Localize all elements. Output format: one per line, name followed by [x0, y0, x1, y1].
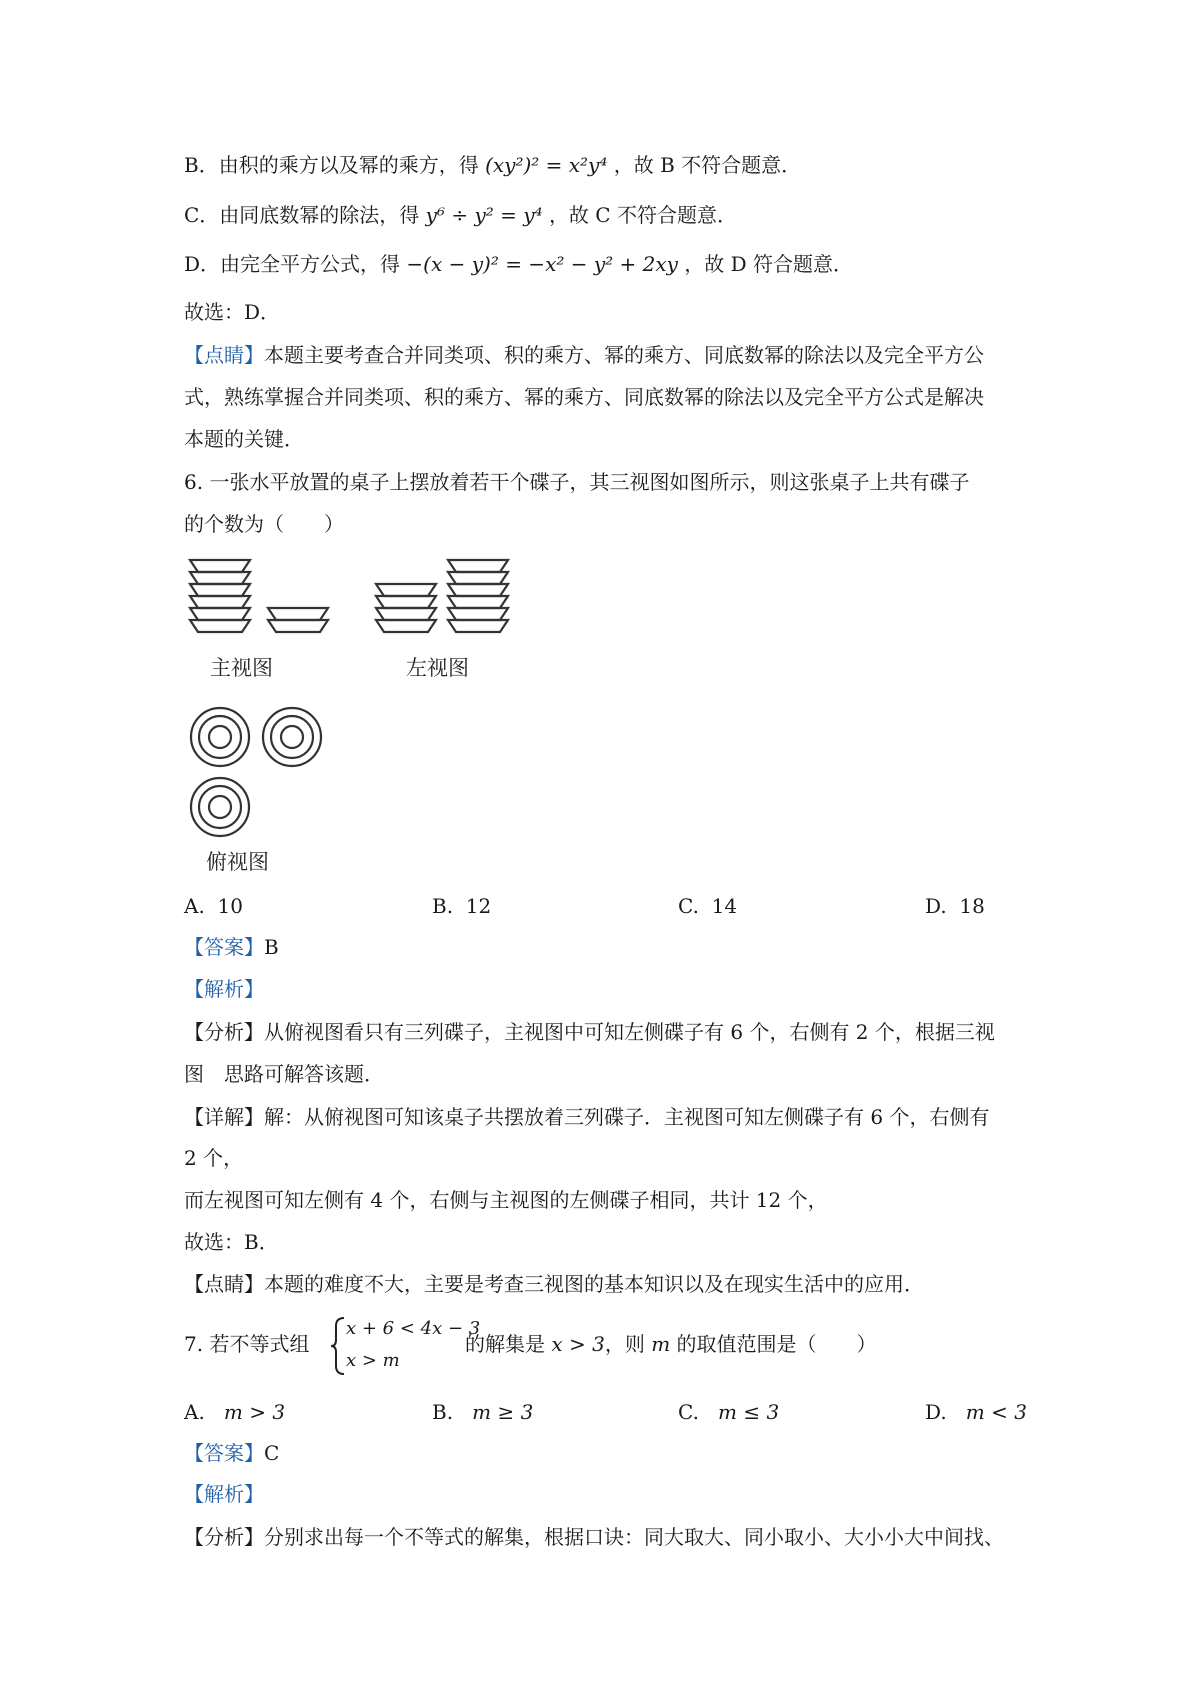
q6-option-a: [184, 893, 243, 919]
option-label: A.: [184, 1400, 205, 1424]
text: 本题的难度不大，主要是考查三视图的基本知识以及在现实生活中的应用．: [264, 1272, 924, 1296]
option-label: B.: [432, 894, 454, 918]
option-label: C.: [678, 894, 699, 918]
q7-option-a: [184, 1399, 285, 1425]
text: C．由同底数幂的除法，得: [184, 203, 420, 227]
text: B．由积的乘方以及幂的乘方，得: [184, 153, 479, 177]
caption-left-view: 左视图: [406, 656, 469, 680]
math-variable: m: [651, 1332, 671, 1356]
text: 解：从俯视图可知该桌子共摆放着三列碟子．主视图可知左侧碟子有 6 个，右侧有: [264, 1105, 990, 1129]
text: ，故 D 符合题意．: [684, 252, 854, 276]
option-value: m ≥ 3: [472, 1400, 534, 1424]
math-expression: (xy²)² = x²y⁴: [485, 153, 608, 177]
line-b-explain: [184, 152, 801, 178]
question-6-line-2: 的个数为（ ）: [184, 512, 344, 536]
option-value: 10: [217, 894, 243, 918]
tag-fenxi: 【分析】: [184, 1020, 264, 1044]
question-6-line-1: 6. 一张水平放置的桌子上摆放着若干个碟子，其三视图如图所示，则这张桌子上共有碟子: [184, 470, 970, 494]
front-view-right-stack: [268, 608, 328, 632]
tag-fenxi: 【分析】: [184, 1525, 264, 1549]
tag-dianjing: 【点睛】: [184, 1272, 264, 1296]
option-value: m > 3: [223, 1400, 286, 1424]
tag-xiangjie: 【详解】: [184, 1105, 264, 1129]
question-7-prefix: 7. 若不等式组: [184, 1332, 310, 1356]
text: 从俯视图看只有三列碟子，主视图中可知左侧碟子有 6 个，右侧有 2 个，根据三视: [264, 1020, 995, 1044]
inequality-system: [330, 1316, 481, 1376]
q6-option-b: [432, 893, 491, 919]
caption-front-view: 主视图: [210, 656, 273, 680]
answer-6: [184, 934, 279, 960]
text: B: [264, 935, 279, 959]
tag-dianjing: 【点睛】: [184, 343, 264, 367]
line-dianjing-3: 本题的关键．: [184, 427, 304, 451]
fenxi-6-line-1: [184, 1019, 995, 1045]
math-expression: −(x − y)² = −x² − y² + 2xy: [406, 252, 678, 276]
dianjing-6: [184, 1271, 924, 1297]
three-views-figure: [180, 550, 540, 880]
math-expression: x > 3: [551, 1332, 605, 1356]
inequality-1: x + 6 < 4x − 3: [346, 1318, 481, 1339]
line-choice-d: 故选：D．: [184, 300, 281, 324]
text: ，则: [604, 1332, 645, 1356]
text: 本题主要考查合并同类项、积的乘方、幂的乘方、同底数幂的除法以及完全平方公: [264, 343, 984, 367]
option-label: C.: [678, 1400, 699, 1424]
xiangjie-6-line-1: [184, 1104, 989, 1130]
fenxi-7: [184, 1524, 1004, 1550]
text: 分别求出每一个不等式的解集，根据口诀：同大取大、同小取小、大小小大中间找、: [264, 1525, 1004, 1549]
option-value: 18: [959, 894, 985, 918]
q7-option-d: [925, 1399, 1027, 1425]
fenxi-6-line-2: 图 思路可解答该题．: [184, 1062, 384, 1086]
inequality-2: x > m: [346, 1350, 400, 1371]
line-dianjing-1: [184, 342, 984, 368]
text: 的取值范围是（ ）: [676, 1332, 877, 1356]
option-label: A.: [184, 894, 205, 918]
line-c-explain: [184, 202, 737, 228]
q6-option-c: [678, 893, 737, 919]
tag-jiexi: 【解析】: [184, 1482, 264, 1506]
xiangjie-6-line-2: 2 个，: [184, 1146, 244, 1170]
jiexi-7: [184, 1481, 264, 1507]
q7-option-c: [678, 1399, 779, 1425]
line-d-explain: [184, 251, 853, 277]
text: D．由完全平方公式，得: [184, 252, 401, 276]
caption-top-view: 俯视图: [206, 850, 269, 874]
option-value: m ≤ 3: [718, 1400, 780, 1424]
q6-option-d: [925, 893, 985, 919]
xiangjie-6-line-3: 而左视图可知左侧有 4 个，右侧与主视图的左侧碟子相同，共计 12 个，: [184, 1188, 828, 1212]
text: C: [264, 1441, 280, 1465]
left-view-left-stack: [376, 584, 436, 632]
tag-answer: 【答案】: [184, 935, 264, 959]
left-view-right-stack: [448, 560, 508, 632]
option-label: D.: [925, 1400, 947, 1424]
option-label: B.: [432, 1400, 454, 1424]
answer-7: [184, 1440, 279, 1466]
text: 的解集是: [465, 1332, 545, 1356]
text: ，故 B 不符合题意．: [613, 153, 802, 177]
q7-option-b: [432, 1399, 533, 1425]
option-value: 14: [711, 894, 738, 918]
top-view-circles: [191, 708, 321, 836]
tag-answer: 【答案】: [184, 1441, 264, 1465]
front-view-left-stack: [190, 560, 250, 632]
math-expression: y⁶ ÷ y² = y⁴: [425, 203, 543, 227]
tag-jiexi: 【解析】: [184, 977, 264, 1001]
text: ，故 C 不符合题意．: [548, 203, 737, 227]
jiexi-6: [184, 976, 264, 1002]
option-value: 12: [465, 894, 492, 918]
question-7-rest: [465, 1331, 877, 1357]
left-brace: [330, 1316, 346, 1376]
line-dianjing-2: 式，熟练掌握合并同类项、积的乘方、幂的乘方、同底数幂的除法以及完全平方公式是解决: [184, 385, 984, 409]
option-value: m < 3: [965, 1400, 1027, 1424]
xiangjie-6-line-4: 故选：B．: [184, 1230, 279, 1254]
option-label: D.: [925, 894, 947, 918]
